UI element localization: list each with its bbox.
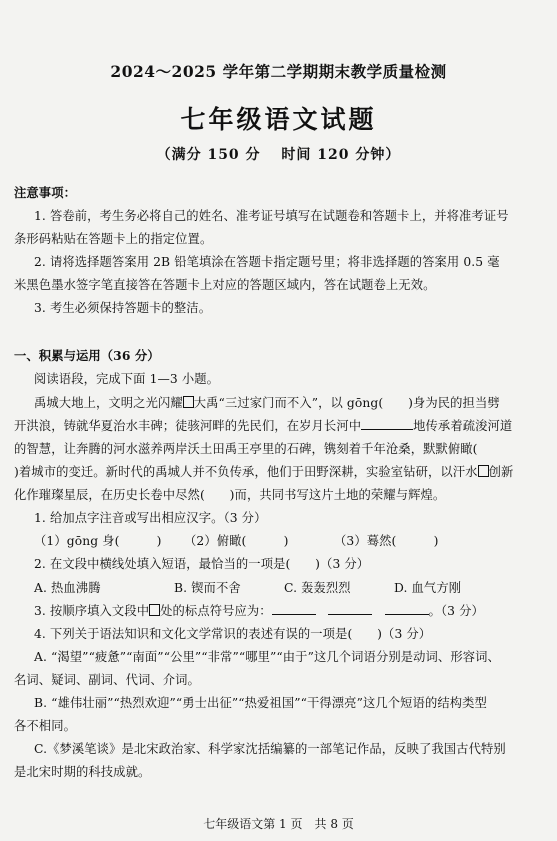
q2-option-c: C. 轰轰烈烈 xyxy=(284,581,351,595)
q4-option-a-line2: 名词、疑词、副词、代词、介词。 xyxy=(14,673,200,687)
question-1: 1. 给加点字注音或写出相应汉字。（3 分） xyxy=(34,511,267,525)
notice-item-1b: 条形码粘贴在答题卡上的指定位置。 xyxy=(14,232,213,246)
question-2: 2. 在文段中横线处填入短语，最恰当的一项是( )（3 分） xyxy=(34,557,370,571)
q2-option-d: D. 血气方刚 xyxy=(394,581,462,595)
page-footer: 七年级语文第 1 页 共 8 页 xyxy=(203,817,354,831)
q4-option-b-line2: 各不相同。 xyxy=(14,719,76,733)
answer-blank xyxy=(385,603,429,615)
q2-option-a: A. 热血沸腾 xyxy=(34,581,101,595)
q1-item-2: （2）俯瞰( ) xyxy=(184,534,289,548)
notice-item-2b: 米黑色墨水签字笔直接答在答题卡上对应的答题区域内，答在试题卷上无效。 xyxy=(14,278,436,292)
q1-item-1: （1）gōng 身( ) xyxy=(34,534,162,548)
answer-blank xyxy=(328,603,372,615)
punctuation-box xyxy=(478,465,489,477)
q4-option-c-line2: 是北宋时期的科技成就。 xyxy=(14,765,151,779)
notice-item-1a: 1. 答卷前，考生务必将自己的姓名、准考证号填写在试题卷和答题卡上，并将准考证号 xyxy=(34,209,509,223)
q4-option-a-line1: A. “渴望”“疲惫”“南面”“公里”“非常”“哪里”“由于”这几个词语分别是动词、形容词、 xyxy=(34,650,500,664)
q2-option-b: B. 锲而不舍 xyxy=(174,581,241,595)
passage-line-1: 禹城大地上，文明之光闪耀 大禹“三过家门而不入”，以 gōng( )身为民的担当劈 xyxy=(34,396,500,410)
q4-option-c-line1: C.《梦溪笔谈》是北宋政治家、科学家沈括编纂的一部笔记作品，反映了我国古代特别 xyxy=(34,742,506,756)
punctuation-box xyxy=(149,604,160,616)
answer-blank xyxy=(272,603,316,615)
subject-title: 七年级语文试题 xyxy=(180,105,377,134)
passage-line-5: 化作璀璨星辰，在历史长卷中尽然( )而，共同书写这片土地的荣耀与辉煌。 xyxy=(14,488,446,502)
q4-option-b-line1: B. “雄伟壮丽”“热烈欢迎”“勇士出征”“热爱祖国”“干得漂亮”这几个短语的结构类型 xyxy=(34,696,487,710)
passage-intro: 阅读语段，完成下面 1—3 小题。 xyxy=(34,372,220,386)
notice-item-3: 3. 考生必须保持答题卡的整洁。 xyxy=(34,301,212,315)
notice-item-2a: 2. 请将选择题答案用 2B 铅笔填涂在答题卡指定题号里；将非选择题的答案用 0.5 毫 xyxy=(34,255,500,269)
section-heading: 一、积累与运用（36 分） xyxy=(14,348,160,363)
q1-item-3: （3）蓦然( ) xyxy=(334,534,439,548)
passage-line-4: )着城市的变迁。新时代的禹城人并不负传承，他们于田野深耕，实验室钻研，以汗水 创新 xyxy=(14,465,514,479)
passage-line-2: 开洪浪，铸就华夏治水丰碑；徒骇河畔的先民们，在岁月长河中 地传承着疏浚河道 xyxy=(14,419,513,433)
notice-heading: 注意事项： xyxy=(14,185,76,200)
fill-blank xyxy=(361,418,413,430)
exam-title: 2024～2025 学年第二学期期末教学质量检测 xyxy=(110,62,447,81)
punctuation-box xyxy=(183,396,194,408)
passage-line-3: 的智慧，让奔腾的河水滋养两岸沃土田禹王亭里的石碑，镌刻着千年沧桑，默默俯瞰( xyxy=(14,442,478,456)
question-4: 4. 下列关于语法知识和文化文学常识的表述有误的一项是( )（3 分） xyxy=(34,627,432,641)
exam-info: （满分 150 分 时间 120 分钟） xyxy=(156,147,401,163)
question-3: 3. 按顺序填入文段中 处的标点符号应为： 。（3 分） xyxy=(34,604,484,618)
